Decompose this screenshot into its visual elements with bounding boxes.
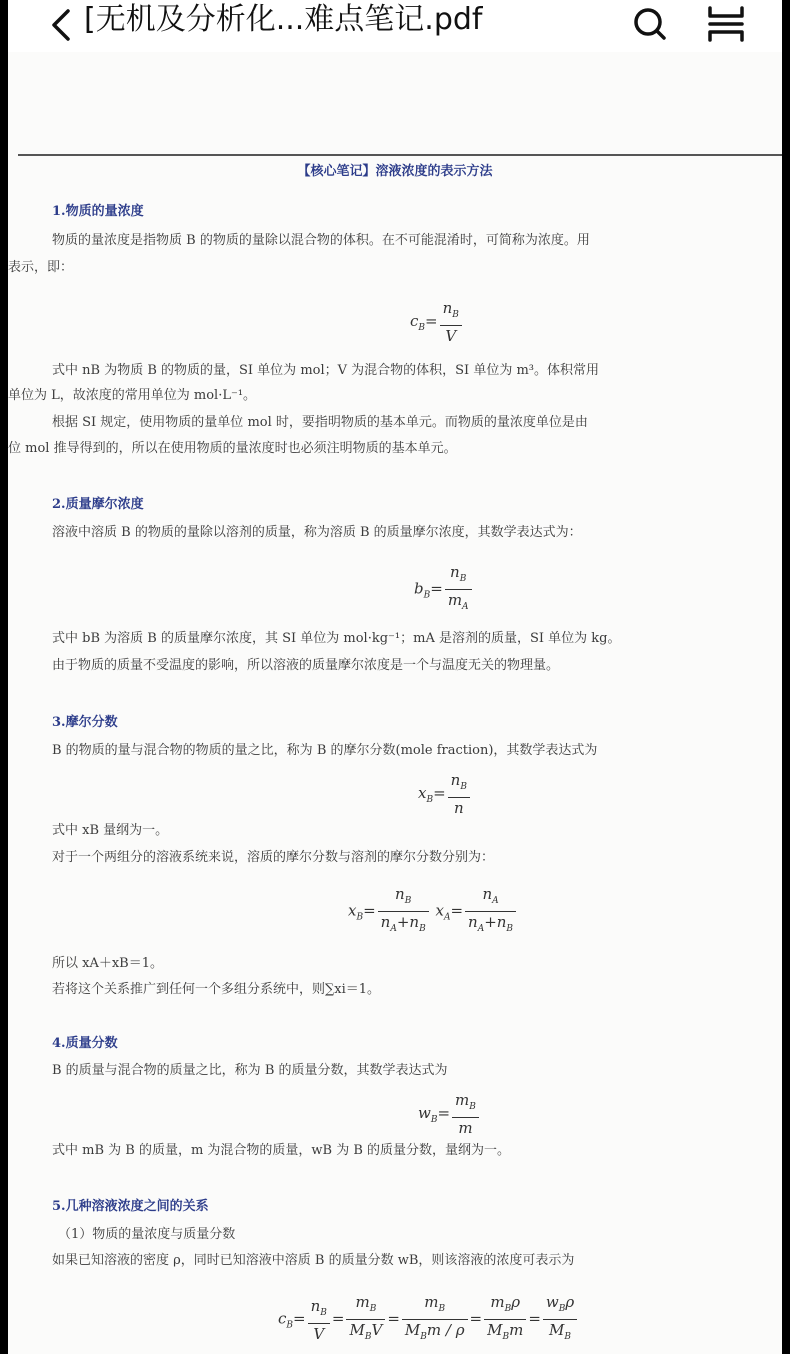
s3-p1: B 的物质的量与混合物的物质的量之比，称为 B 的摩尔分数(mole fraction)，其数学表达式为 — [52, 743, 598, 758]
s1-p3: 式中 nB 为物质 B 的物质的量，SI 单位为 mol；V 为混合物的体积，SI 单位为 m³。体积常用 — [52, 363, 599, 378]
document-title: [无机及分析化...难点笔记.pdf — [84, 2, 483, 37]
formula-bb: $b_B=$ $\frac{n_B}{m_A}$ — [414, 562, 474, 617]
s2-p3: 由于物质的质量不受温度的影响，所以溶液的质量摩尔浓度是一个与温度无关的物理量。 — [52, 658, 560, 673]
heading-s4: 4.质量分数 — [52, 1036, 118, 1051]
section-title: 【核心笔记】溶液浓度的表示方法 — [297, 164, 493, 179]
s1-p5: 根据 SI 规定，使用物质的量单位 mol 时，要指明物质的基本单元。而物质的量浓度单位是由 — [52, 415, 588, 430]
s1-p2: 表示，即： — [8, 260, 74, 275]
heading-s5: 5.几种溶液浓度之间的关系 — [52, 1199, 209, 1214]
formula-two-component: $x_B=$ $\frac{n_B}{n_A+n_B}$ $x_A=$ $\frac{n_A}{n_A+n_B}$ — [348, 884, 518, 939]
s3-p3: 对于一个两组分的溶液系统来说，溶质的摩尔分数与溶剂的摩尔分数分别为： — [52, 850, 495, 865]
heading-s1: 1.物质的量浓度 — [52, 204, 144, 219]
formula-cb-relations: $c_B=$ $\frac{n_B}{V}$ = $\frac{m_B}{M_BV}$ = $\frac{m_B}{M_Bm / \rho}$ = $\frac{m_B\rho}{M_Bm}$ = $\frac{w_B\rho}{M_B}$ — [278, 1292, 579, 1347]
s5-p1: 如果已知溶液的密度 ρ，同时已知溶液中溶质 B 的质量分数 wB，则该溶液的浓度可表示为 — [52, 1253, 575, 1268]
s3-p2: 式中 xB 量纲为一。 — [52, 823, 169, 838]
heading-s3: 3.摩尔分数 — [52, 715, 118, 730]
s2-p1: 溶液中溶质 B 的物质的量除以溶剂的质量，称为溶质 B 的质量摩尔浓度，其数学表达式为： — [52, 525, 582, 540]
s1-p4: 单位为 L，故浓度的常用单位为 mol·L⁻¹。 — [8, 388, 257, 403]
s4-p2: 式中 mB 为 B 的质量，m 为混合物的质量，wB 为 B 的质量分数，量纲为一。 — [52, 1143, 511, 1158]
formula-cb: $c_B=$ $\frac{n_B}{V}$ — [410, 298, 464, 346]
heading-s2: 2.质量摩尔浓度 — [52, 497, 144, 512]
s1-p1: 物质的量浓度是指物质 B 的物质的量除以混合物的体积。在不可能混淆时，可简称为浓度。用 — [52, 233, 590, 248]
s5-sub1: （1）物质的量浓度与质量分数 — [58, 1227, 236, 1242]
pdf-viewer — [8, 0, 782, 1354]
formula-wb: $w_B=$ $\frac{m_B}{m}$ — [418, 1090, 481, 1138]
s4-p1: B 的质量与混合物的质量之比，称为 B 的质量分数，其数学表达式为 — [52, 1063, 448, 1078]
formula-xb: $x_B=$ $\frac{n_B}{n}$ — [418, 770, 472, 818]
s3-p4: 所以 xA＋xB＝1。 — [52, 956, 164, 971]
s1-p6: 位 mol 推导得到的，所以在使用物质的量浓度时也必须注明物质的基本单元。 — [8, 441, 457, 456]
s3-p5: 若将这个关系推广到任何一个多组分系统中，则∑xi＝1。 — [52, 982, 381, 997]
s2-p2: 式中 bB 为溶质 B 的质量摩尔浓度，其 SI 单位为 mol·kg⁻¹；mA 是溶剂的质量，SI 单位为 kg。 — [52, 631, 621, 646]
pdf-page-content[interactable] — [8, 0, 782, 1354]
